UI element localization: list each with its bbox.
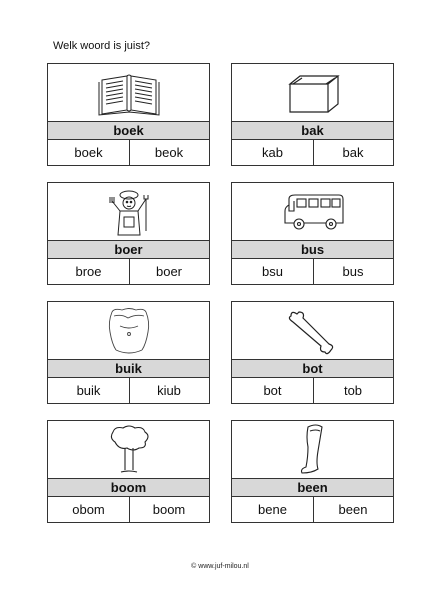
- option-right[interactable]: kiub: [157, 383, 181, 398]
- option-left[interactable]: obom: [48, 497, 130, 523]
- option-left[interactable]: buik: [48, 378, 130, 404]
- option-right[interactable]: beok: [154, 145, 184, 160]
- target-word: bot: [232, 359, 393, 378]
- option-right[interactable]: bak: [342, 145, 364, 160]
- option-right[interactable]: tob: [343, 383, 363, 398]
- target-word: boek: [48, 121, 209, 140]
- target-word: buik: [48, 359, 209, 378]
- card-buik: [47, 301, 210, 404]
- farmer-icon: [48, 183, 209, 240]
- footer-credit: © www.juf-milou.nl: [191, 563, 249, 570]
- card-bot: [231, 301, 394, 404]
- tree-icon: [48, 421, 209, 478]
- option-left[interactable]: bsu: [232, 259, 314, 285]
- option-left[interactable]: kab: [232, 140, 314, 166]
- book-icon: [48, 64, 209, 121]
- option-left[interactable]: broe: [48, 259, 130, 285]
- card-boer: [47, 182, 210, 285]
- box-icon: [232, 64, 393, 121]
- bone-icon: [232, 302, 393, 359]
- target-word: been: [232, 478, 393, 497]
- option-right[interactable]: boom: [152, 502, 186, 517]
- option-left[interactable]: bene: [232, 497, 314, 523]
- option-left[interactable]: bot: [232, 378, 314, 404]
- target-word: boom: [48, 478, 209, 497]
- card-bus: [231, 182, 394, 285]
- leg-icon: [232, 421, 393, 478]
- card-boek: [47, 63, 210, 166]
- option-left[interactable]: boek: [48, 140, 130, 166]
- belly-icon: [48, 302, 209, 359]
- card-been: [231, 420, 394, 523]
- card-bak: [231, 63, 394, 166]
- target-word: bak: [232, 121, 393, 140]
- target-word: boer: [48, 240, 209, 259]
- option-right[interactable]: boer: [155, 264, 183, 279]
- option-right[interactable]: been: [338, 502, 368, 517]
- bus-icon: [232, 183, 393, 240]
- instruction-text: Welk woord is juist?: [53, 40, 150, 52]
- card-boom: [47, 420, 210, 523]
- option-right[interactable]: bus: [342, 264, 364, 279]
- target-word: bus: [232, 240, 393, 259]
